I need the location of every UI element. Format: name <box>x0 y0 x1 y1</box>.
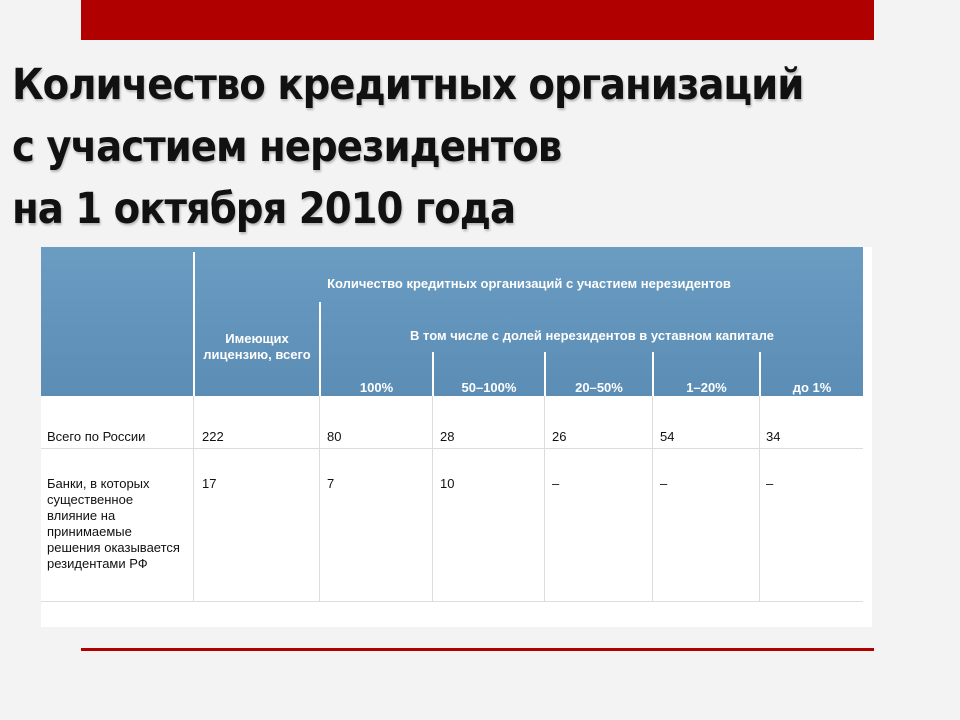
header-total: Имеющих лицензию, всего <box>203 331 311 362</box>
table-cell: 28 <box>440 429 455 444</box>
table-cell: 222 <box>202 429 224 444</box>
table-cell: 10 <box>440 476 455 491</box>
header-col-50-100: 50–100% <box>461 380 517 395</box>
table-cell: – <box>766 476 774 491</box>
row-label-banks: Банки, в которых существенное влияние на принимаемые решения оказывается резидентами РФ <box>47 476 180 571</box>
table-cell: – <box>552 476 560 491</box>
header-col-100: 100% <box>359 380 394 395</box>
title-line-1: Количество кредитных организаций <box>12 60 804 110</box>
table-cell: 26 <box>552 429 567 444</box>
table-header <box>41 247 863 396</box>
header-share: В том числе с долей нерезидентов в уставном капитале <box>410 328 774 343</box>
row-label-total: Всего по России <box>47 429 146 444</box>
header-col-20-50: 20–50% <box>575 380 623 395</box>
table-cell: 17 <box>202 476 217 491</box>
table-cell: 54 <box>660 429 675 444</box>
header-col-1-20: 1–20% <box>686 380 727 395</box>
header-main: Количество кредитных организаций с участием нерезидентов <box>327 276 731 291</box>
title-line-3: на 1 октября 2010 года <box>12 184 516 234</box>
top-accent-bar <box>81 0 874 40</box>
table-cell: 7 <box>327 476 335 491</box>
table-cell: 80 <box>327 429 342 444</box>
title-line-2: с участием нерезидентов <box>12 122 562 172</box>
table-cell: – <box>660 476 668 491</box>
page-title <box>12 54 932 240</box>
table-cell: 34 <box>766 429 781 444</box>
data-table <box>41 247 872 627</box>
header-col-under-1: до 1% <box>792 380 832 395</box>
bottom-accent-bar <box>81 648 874 651</box>
